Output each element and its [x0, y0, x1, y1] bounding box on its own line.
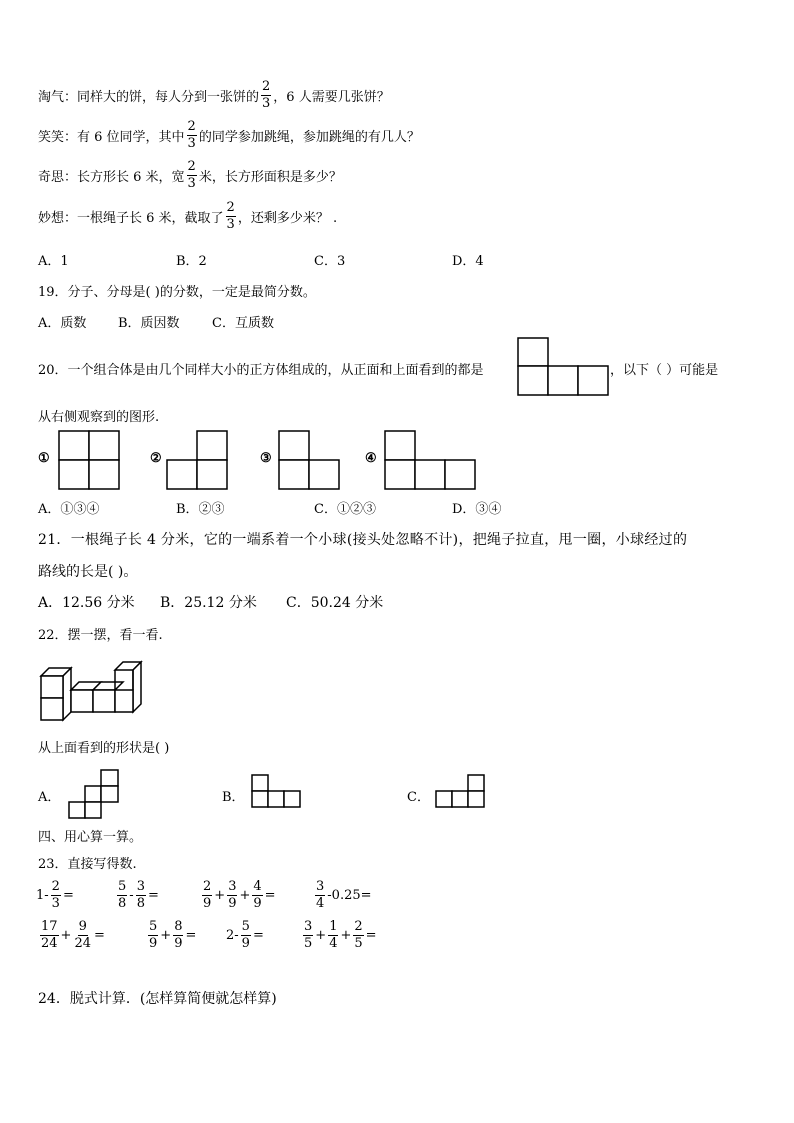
calc-text: = [147, 887, 159, 903]
fraction-denominator: 5 [304, 935, 313, 951]
q21-option-a[interactable]: A．12.56 分米 [38, 595, 135, 611]
cube-face [252, 775, 268, 791]
fraction [117, 880, 127, 910]
q21-line-1: 21．一根绳子长 4 分米，它的一端系着一个小球(接头处忽略不计)，把绳子拉直，甩一圈，小球经过的 [38, 532, 688, 548]
fraction-numerator: 2 [51, 879, 60, 894]
fraction [353, 920, 363, 950]
fraction-numerator: 3 [304, 919, 313, 934]
q18-line-2-text: 笑笑：有 6 位同学，其中 [38, 129, 185, 145]
fraction-numerator: 9 [78, 919, 87, 934]
fraction-denominator: 3 [262, 95, 271, 111]
fraction-denominator: 9 [228, 895, 237, 911]
cube-face [436, 791, 452, 807]
figure-label-2: ② [150, 451, 162, 466]
cube-front [71, 690, 93, 712]
calc-item-6 [146, 920, 196, 950]
q18-option-d[interactable]: D．4 [452, 254, 484, 269]
q18-line-2 [38, 120, 420, 150]
fraction-denominator: 3 [226, 216, 235, 232]
front-top-view-figure [517, 337, 609, 397]
fraction-denominator: 3 [187, 175, 196, 191]
calc-item-4 [313, 880, 372, 910]
fraction [187, 160, 197, 190]
calc-text: -0.25= [327, 887, 372, 903]
q20-option-a[interactable]: A．①③④ [38, 502, 100, 517]
cube-face [468, 775, 484, 791]
calc-text: = [252, 927, 264, 943]
fraction-numerator: 5 [118, 879, 127, 894]
cube-face [284, 791, 300, 807]
cube-front [41, 698, 63, 720]
cube-face [468, 791, 484, 807]
calc-text: 1- [36, 887, 49, 903]
calc-text: = [94, 927, 105, 943]
calc-text: 2- [226, 927, 239, 943]
q21-option-c[interactable]: C．50.24 分米 [286, 595, 384, 611]
q18-line-4 [38, 201, 337, 231]
q20-option-c[interactable]: C．①②③ [314, 502, 376, 517]
cube-front [115, 690, 133, 712]
fraction-numerator: 2 [262, 79, 271, 94]
fraction-denominator: 9 [203, 895, 212, 911]
fraction-numerator: 3 [316, 879, 325, 894]
fraction-denominator: 3 [187, 135, 196, 151]
q18-line-4-text: 妙想：一根绳子长 6 米，截取了 [38, 210, 224, 226]
cube-face [518, 338, 548, 366]
figure-label-4: ④ [365, 451, 377, 466]
cube-face [578, 366, 608, 395]
calc-text: = [365, 927, 377, 943]
q22-text: 22．摆一摆，看一看. [38, 628, 163, 643]
cube-front [41, 676, 63, 698]
q18-line-3-text-end: 米，长方形面积是多少？ [198, 169, 342, 185]
cube-side [133, 662, 141, 712]
cube-face [415, 460, 445, 489]
cube-face [445, 460, 475, 489]
calc-text: + [239, 887, 251, 903]
q22-question: 从上面看到的形状是( ) [38, 741, 170, 756]
fraction-denominator: 5 [354, 935, 363, 951]
fraction [252, 880, 262, 910]
fraction-denominator: 24 [74, 935, 91, 951]
fraction-numerator: 17 [41, 919, 58, 934]
cube-face [85, 786, 101, 802]
fraction [187, 120, 197, 150]
cube-face [252, 791, 268, 807]
fraction [148, 920, 158, 950]
fraction-numerator: 5 [241, 919, 250, 934]
fraction [202, 880, 212, 910]
fraction [241, 920, 251, 950]
figure-label-1: ① [38, 451, 50, 466]
q18-option-a[interactable]: A．1 [38, 254, 69, 269]
fraction-numerator: 3 [228, 879, 237, 894]
cube-face [518, 366, 548, 395]
fraction-numerator: 2 [203, 879, 212, 894]
cube-face [101, 770, 118, 786]
cube-face [85, 802, 101, 818]
cube-face [309, 460, 339, 489]
q23-text: 23．直接写得数. [38, 857, 137, 872]
q20-text-c: 从右侧观察到的图形. [38, 410, 160, 425]
q20-text-a: 20．一个组合体是由几个同样大小的正方体组成的，从正面和上面看到的都是 [38, 363, 484, 378]
calc-text: + [315, 927, 327, 943]
cube-face [385, 460, 415, 489]
q18-line-1-text: 淘气：同样大的饼，每人分到一张饼的 [38, 89, 260, 105]
calc-text: = [264, 887, 276, 903]
fraction-numerator: 2 [226, 200, 235, 215]
cube-face [385, 431, 415, 460]
q21-line-2: 路线的长是( )。 [38, 564, 138, 580]
option-figure-4 [384, 430, 476, 490]
q20-option-d[interactable]: D．③④ [452, 502, 502, 517]
q19-option-a[interactable]: A．质数 [38, 316, 87, 331]
q19-option-b[interactable]: B．质因数 [118, 316, 180, 331]
calc-text: + [160, 927, 172, 943]
fraction-numerator: 4 [253, 879, 262, 894]
fraction-numerator: 2 [354, 919, 363, 934]
q20-option-b[interactable]: B．②③ [176, 502, 225, 517]
fraction-denominator: 8 [118, 895, 127, 911]
fraction-numerator: 2 [187, 159, 196, 174]
q18-line-1 [38, 80, 390, 110]
fraction-denominator: 4 [329, 935, 338, 951]
cube-face [59, 460, 89, 489]
fraction-denominator: 9 [253, 895, 262, 911]
fraction [303, 920, 313, 950]
fraction-denominator: 8 [136, 895, 145, 911]
cube-face [167, 460, 197, 489]
q18-line-3-text: 奇思：长方形长 6 米，宽 [38, 169, 185, 185]
calc-item-7 [226, 920, 264, 950]
fraction [173, 920, 183, 950]
q24-text: 24．脱式计算．(怎样算简便就怎样算) [38, 991, 277, 1007]
fraction [226, 201, 236, 231]
cube-face [197, 460, 227, 489]
q18-line-2-text-end: 的同学参加跳绳，参加跳绳的有几人？ [198, 129, 420, 145]
q20-text-b: ，以下（ ）可能是 [610, 363, 719, 378]
q22-option-b[interactable]: B． [222, 790, 245, 805]
q22-option-b-figure [251, 774, 303, 808]
q22-option-a[interactable]: A． [38, 790, 61, 805]
q19-text: 19．分子、分母是( )的分数，一定是最简分数。 [38, 285, 316, 300]
fraction [73, 920, 92, 950]
calc-item-3 [200, 880, 276, 910]
cube-side [63, 668, 71, 720]
calc-item-1 [36, 880, 74, 910]
section-heading: 四、用心算一算。 [38, 830, 143, 845]
fraction-denominator: 3 [51, 895, 60, 911]
q22-option-c-figure [435, 774, 487, 808]
q18-line-4-text-end: ，还剩多少米？ . [237, 210, 338, 226]
cube-stack-figure [40, 660, 142, 722]
q22-option-a-figure [68, 769, 120, 819]
cube-face [279, 460, 309, 489]
fraction-numerator: 3 [136, 879, 145, 894]
q22-option-c[interactable]: C． [407, 790, 430, 805]
cube-face [89, 431, 119, 460]
calc-item-2 [115, 880, 159, 910]
cube-face [452, 791, 468, 807]
q18-line-3 [38, 160, 342, 190]
fraction-denominator: 24 [41, 935, 58, 951]
q18-option-c[interactable]: C．3 [314, 254, 346, 269]
cube-face [89, 460, 119, 489]
fraction-numerator: 1 [329, 919, 338, 934]
cube-face [279, 431, 309, 460]
fraction-denominator: 9 [149, 935, 158, 951]
q21-option-b[interactable]: B．25.12 分米 [160, 595, 257, 611]
option-figure-2 [166, 430, 228, 490]
cube-face [69, 802, 85, 818]
cube-face [197, 431, 227, 460]
calc-text: + [214, 887, 226, 903]
fraction-numerator: 2 [187, 119, 196, 134]
fraction [40, 920, 59, 950]
calc-text: = [62, 887, 74, 903]
q19-option-c[interactable]: C．互质数 [212, 316, 274, 331]
fraction [261, 80, 271, 110]
option-figure-1 [58, 430, 120, 490]
calc-text: = [185, 927, 197, 943]
fraction-denominator: 4 [316, 895, 325, 911]
fraction [328, 920, 338, 950]
fraction [315, 880, 325, 910]
option-figure-3 [278, 430, 340, 490]
cube-face [268, 791, 284, 807]
cube-face [101, 786, 118, 802]
q18-line-1-text-end: ，6 人需要几张饼？ [273, 89, 390, 105]
calc-text: + [340, 927, 352, 943]
calc-text: + [60, 927, 72, 943]
fraction [136, 880, 146, 910]
figure-label-3: ③ [260, 451, 272, 466]
fraction-numerator: 8 [174, 919, 183, 934]
fraction [51, 880, 61, 910]
fraction-numerator: 5 [149, 919, 158, 934]
fraction [227, 880, 237, 910]
calc-item-5 [38, 920, 105, 950]
cube-face [59, 431, 89, 460]
fraction-denominator: 9 [241, 935, 250, 951]
cube-face [548, 366, 578, 395]
calc-item-8 [301, 920, 377, 950]
q18-option-b[interactable]: B．2 [176, 254, 207, 269]
cube-front [93, 690, 115, 712]
calc-text: - [129, 887, 134, 903]
fraction-denominator: 9 [174, 935, 183, 951]
